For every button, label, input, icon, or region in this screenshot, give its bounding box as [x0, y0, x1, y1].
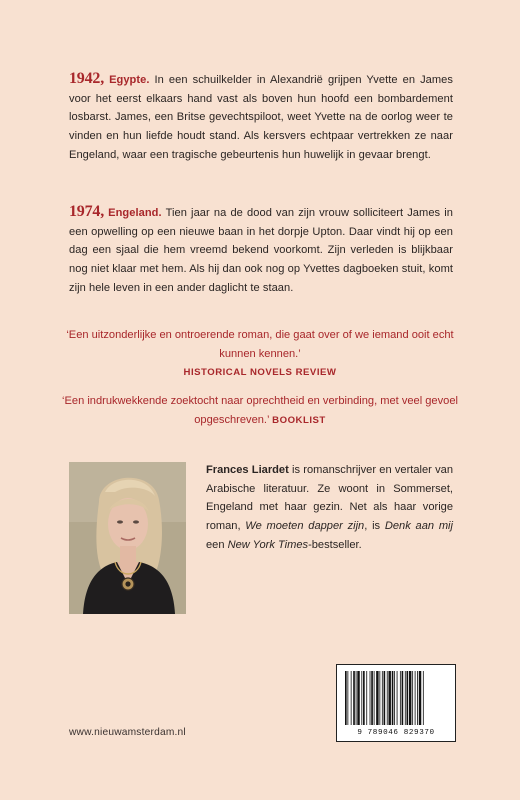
barcode-bar — [370, 671, 371, 725]
barcode-bar — [409, 671, 411, 725]
barcode-bar — [357, 671, 359, 725]
barcode-bar — [366, 671, 367, 725]
barcode-bar — [361, 671, 362, 725]
barcode-bar — [394, 671, 395, 725]
isbn-number: 9 789046 829370 — [357, 729, 435, 737]
author-bio — [206, 461, 453, 555]
barcode-bar — [405, 671, 406, 725]
barcode-bar — [400, 671, 401, 725]
barcode-bar — [412, 671, 413, 725]
bio-text-2: , is — [364, 520, 385, 533]
quote-text-2: ‘Een indrukwekkende zoektocht naar oprechtheid en verbinding, met veel gevoel opgeschreven.’ — [62, 395, 458, 426]
place-egypte: Egypte. — [109, 74, 150, 86]
book-title-previous: We moeten dapper zijn — [245, 520, 365, 533]
publisher-website[interactable]: www.nieuwamsterdam.nl — [69, 727, 186, 738]
barcode-bar — [388, 671, 390, 725]
review-quote-2 — [60, 392, 460, 430]
barcode-bar — [384, 671, 386, 725]
review-quote-1 — [60, 326, 460, 383]
barcode-bar — [417, 671, 418, 725]
author-photo — [69, 462, 186, 614]
barcode-bar — [387, 671, 388, 725]
barcode-bars — [344, 671, 450, 725]
barcode-bar — [347, 671, 348, 725]
year-1974: 1974, — [69, 203, 105, 220]
book-title-current: Denk aan mij — [384, 520, 453, 533]
barcode-bar — [382, 671, 383, 725]
newspaper-name: New York Times — [227, 538, 309, 551]
place-engeland: Engeland. — [108, 207, 162, 219]
barcode-bar — [392, 671, 394, 725]
barcode-bar — [345, 671, 347, 725]
barcode-bar — [374, 671, 375, 725]
barcode-bar — [376, 671, 378, 725]
bio-text-3: een — [206, 538, 228, 551]
barcode-bar — [402, 671, 404, 725]
barcode-bar — [379, 671, 380, 725]
barcode-bar — [407, 671, 409, 725]
barcode-bar — [415, 671, 416, 725]
quote-source-2: BOOKLIST — [272, 414, 326, 426]
barcode-bar — [351, 671, 352, 725]
barcode-bar — [419, 671, 421, 725]
barcode-bar — [371, 671, 373, 725]
barcode-bar — [397, 671, 398, 725]
synopsis-text-2: Tien jaar na de dood van zijn vrouw solliciteert James in een opwelling op een nieuwe baan in het dorpje Upton. Daar vindt hij op een dag een sjaal die hem vreemd bekend voorkomt. Zijn verleden is blijkbaar nog niet klaar met hem. Als hij dan ook nog op Yvettes dagboeken stuit, komt zijn hele leven in een ander daglicht te staan. — [69, 207, 454, 294]
barcode-bar — [356, 671, 357, 725]
barcode-bar — [353, 671, 355, 725]
barcode-bar — [423, 671, 424, 725]
author-name: Frances Liardet — [206, 464, 289, 476]
synopsis-paragraph-1942 — [69, 70, 453, 165]
quote-text-1: ‘Een uitzonderlijke en ontroerende roman, die gaat over of we iemand ooit echt kunnen kennen.’ — [66, 329, 454, 360]
bio-text-4: -bestseller. — [308, 538, 362, 551]
barcode-bar — [363, 671, 365, 725]
year-1942: 1942, — [69, 70, 105, 87]
isbn-barcode — [336, 664, 456, 742]
bio-text-1: is romanschrijver en vertaler van Arabische literatuur. Ze woont in Sommerset, Engeland met haar gezin. Net als haar vorige roman, — [206, 464, 454, 533]
synopsis-text-1: In een schuilkelder in Alexandrië grijpen Yvette en James voor het eerst elkaars hand vast als boven hun hoofd een bombardement losbarst. James, een Britse gevechtspiloot, weet Yvette na de oorlog weer te vinden en hun liefde houdt stand. Als kersvers echtpaar vertrekken ze naar Engeland, waar een tragische gebeurtenis hun huwelijk in gevaar brengt. — [69, 74, 453, 161]
quote-source-1: HISTORICAL NOVELS REVIEW — [183, 367, 337, 379]
synopsis-paragraph-1974 — [69, 203, 453, 298]
